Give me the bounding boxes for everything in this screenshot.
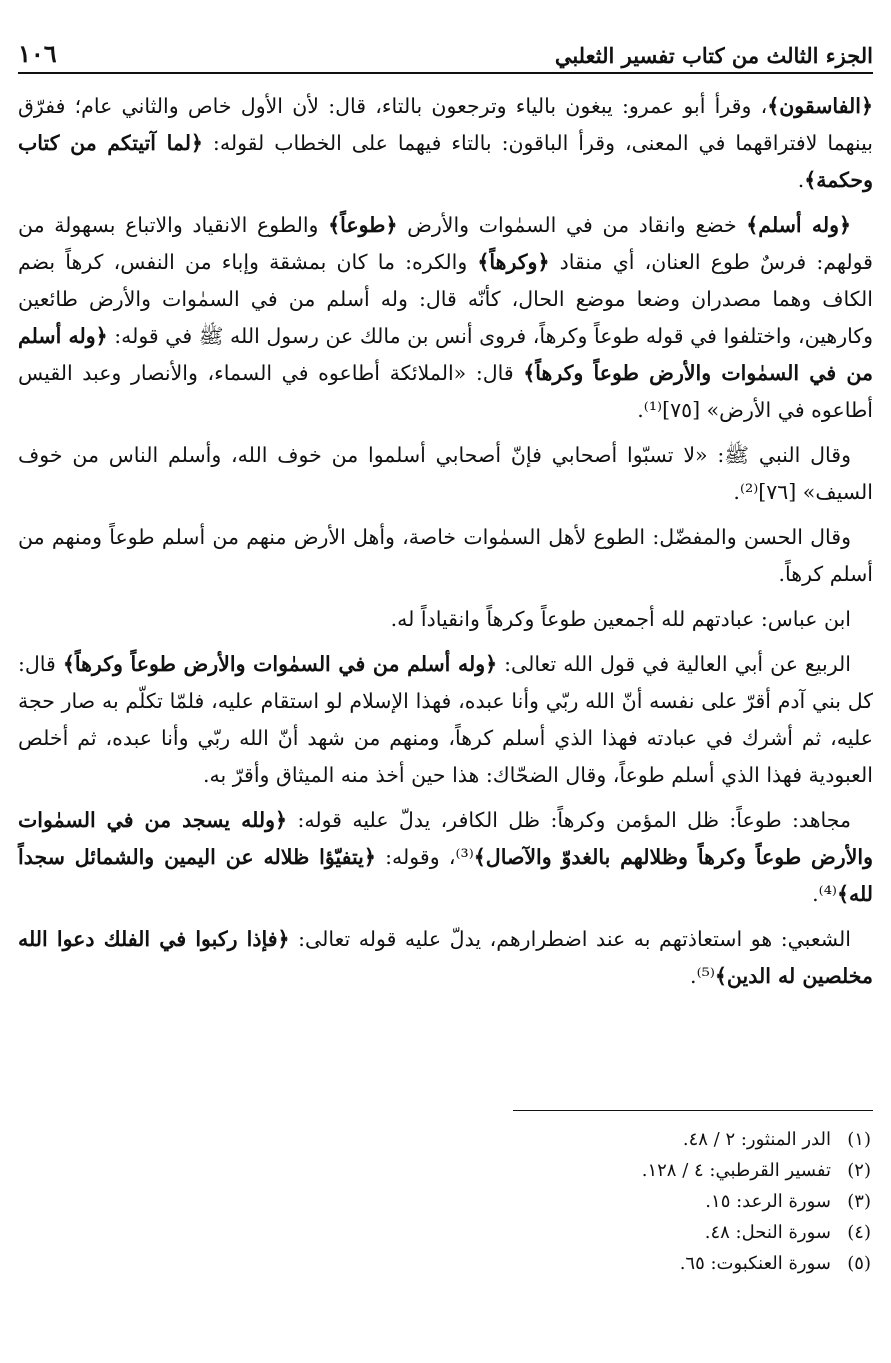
text-run: ، وقرأ أبو عمرو: يبغون بالياء وترجعون بالتاء، قال: لأن الأول خاص والثاني عام؛ ففرّق بينهما لافتراقهما في المعنى، وقرأ الباقون: بالتاء فيهما على الخطاب لقوله: (18, 94, 873, 155)
footnote-ref: ⁽¹⁾ (643, 398, 663, 422)
quran-quote: ﴿فإذا ركبوا في الفلك دعوا الله مخلصين له الدين﴾ (18, 927, 873, 988)
paragraph (18, 921, 873, 995)
paragraph (18, 601, 873, 638)
footnote (18, 1124, 873, 1155)
text-run: قال: «الملائكة أطاعوه في السماء، والأنصار وعبد القيس أطاعوه في الأرض» [٧٥] (18, 361, 873, 422)
text-run: ابن عباس: عبادتهم لله أجمعين طوعاً وكرهاً وانقياداً له. (390, 607, 851, 631)
footnote (18, 1155, 873, 1186)
quran-quote: ﴿يتفيّؤا ظلاله عن اليمين والشمائل سجداً لله﴾ (18, 845, 873, 906)
text-run: ، وقوله: (375, 845, 456, 869)
quran-quote: ﴿وله أسلم من في السمٰوات والأرض طوعاً وكرهاً﴾ (18, 324, 873, 385)
text-run: والكره: ما كان بمشقة وإباء من النفس، كرهاً بضم الكاف وهما مصدران وضعا موضع الحال، كأنّه قال: وله أسلم من في السمٰوات والأرض طائعين وكارهين، واختلفوا في قوله طوعاً وكرهاً، فروى أنس بن مالك عن رسول الله ﷺ في قوله: (18, 250, 873, 348)
quran-quote: ﴿الفاسقون﴾ (767, 94, 873, 118)
footnote-number: (٥) (847, 1253, 871, 1274)
text-run: وقال الحسن والمفضّل: الطوع لأهل السمٰوات خاصة، وأهل الأرض منهم من أسلم طوعاً ومنهم من أسلم كرهاً. (18, 525, 873, 586)
quran-quote: ﴿وله أسلم﴾ (746, 213, 851, 237)
paragraph (18, 802, 873, 913)
footnote-ref: ⁽⁵⁾ (696, 964, 715, 988)
quran-quote: ﴿لما آتيتكم من كتاب وحكمة﴾ (18, 131, 873, 192)
quran-quote: ﴿وكرهاً﴾ (477, 250, 550, 274)
paragraph (18, 88, 873, 199)
footnote-text: سورة العنكبوت: ٦٥. (679, 1253, 831, 1274)
text-run: . (637, 398, 644, 422)
footnote-text: تفسير القرطبي: ٤ / ١٢٨. (641, 1160, 831, 1181)
footnote-ref: ⁽⁴⁾ (818, 882, 837, 906)
text-run: خضع وانقاد من في السمٰوات والأرض (397, 213, 747, 237)
footnote-number: (٣) (847, 1191, 871, 1212)
quran-quote: ﴿وله أسلم من في السمٰوات والأرض طوعاً وكرهاً﴾ (62, 652, 498, 676)
footnote-ref: ⁽³⁾ (455, 845, 474, 869)
text-run: . (733, 480, 740, 504)
body-text (18, 88, 873, 1003)
footnote (18, 1186, 873, 1217)
footnotes (18, 1124, 873, 1279)
footnote-number: (١) (847, 1129, 871, 1150)
running-title: الجزء الثالث من كتاب تفسير الثعلبي (554, 43, 873, 68)
page-header (18, 28, 873, 74)
footnote (18, 1217, 873, 1248)
text-run: . (812, 882, 819, 906)
text-run: الربيع عن أبي العالية في قول الله تعالى: (497, 652, 851, 676)
text-run: قال: كل بني آدم أقرّ على نفسه أنّ الله ربّي وأنا عبده، فهذا الإسلام لو استقام عليه، فلمّا تكلّم به صار حجة عليه، ثم أشرك في عبادته فهذا الذي أسلم كرهاً، ومنهم من شهد أنّ الله ربّي وأنا عبده، ثم أخلص العبودية فهذا الذي أسلم طوعاً، وقال الضحّاك: هذا حين أخذ منه الميثاق وأقرّ به. (18, 652, 873, 787)
paragraph (18, 646, 873, 794)
page-number: ١٠٦ (18, 39, 57, 68)
footnote (18, 1248, 873, 1279)
footnote-text: سورة الرعد: ١٥. (705, 1191, 831, 1212)
footnote-number: (٤) (847, 1222, 871, 1243)
footnote-number: (٢) (847, 1160, 871, 1181)
text-run: . (690, 964, 697, 988)
quran-quote: ﴿ولله يسجد من في السمٰوات والأرض طوعاً وكرهاً وظلالهم بالغدوّ والآصال﴾ (18, 808, 873, 869)
quran-quote: ﴿طوعاً﴾ (328, 213, 398, 237)
book-page (18, 0, 873, 1363)
paragraph (18, 207, 873, 429)
text-run: الشعبي: هو استعاذتهم به عند اضطرارهم، يدلّ عليه قوله تعالى: (289, 927, 851, 951)
footnote-text: سورة النحل: ٤٨. (704, 1222, 831, 1243)
paragraph (18, 437, 873, 511)
text-run: والطوع الانقياد والاتباع بسهولة من قولهم: فرسٌ طوع العنان، أي منقاد (18, 213, 873, 274)
text-run: . (797, 168, 805, 192)
footnote-separator (513, 1110, 873, 1111)
paragraph (18, 519, 873, 593)
text-run: وقال النبي ﷺ: «لا تسبّوا أصحابي فإنّ أصحابي أسلموا من خوف الله، وأسلم الناس من خوف السيف» [٧٦] (18, 443, 873, 504)
footnote-text: الدر المنثور: ٢ / ٤٨. (682, 1129, 831, 1150)
text-run: مجاهد: طوعاً: ظل المؤمن وكرهاً: ظل الكافر، يدلّ عليه قوله: (287, 808, 851, 832)
footnote-ref: ⁽²⁾ (739, 480, 759, 504)
